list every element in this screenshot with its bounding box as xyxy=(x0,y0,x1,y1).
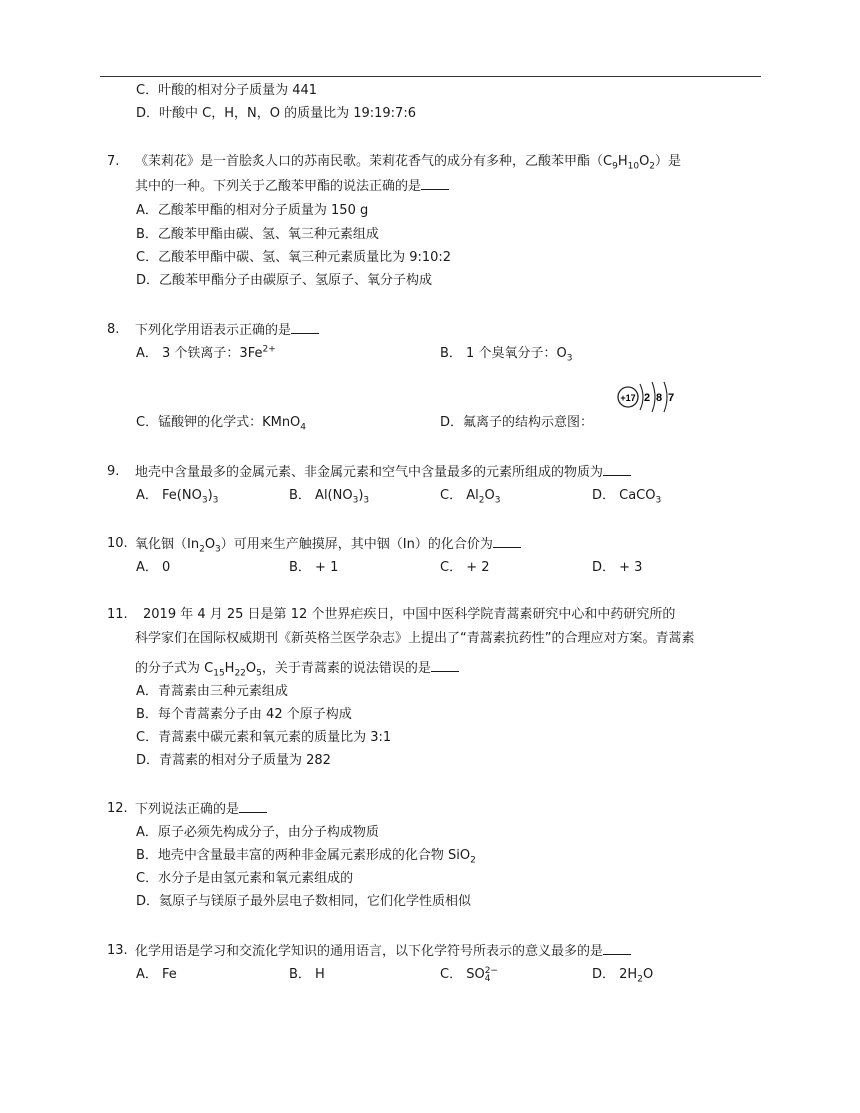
question-7-line1: 《茉莉花》是一首脍炙人口的苏南民歌。茉莉花香气的成分有多种，乙酸苯甲酯$(C_9H_{10}O_2)$是 xyxy=(135,154,682,172)
answer-blank[interactable] xyxy=(431,659,459,672)
q10-option-c[interactable]: C． + 2 xyxy=(440,560,490,575)
answer-blank[interactable] xyxy=(603,942,631,955)
shell-3-count: 7 xyxy=(667,392,675,404)
q9-option-a[interactable]: A． $Fe(NO_3)_3$ xyxy=(136,488,219,506)
q9-option-b[interactable]: B． $Al(NO_3)_3$ xyxy=(289,488,370,506)
answer-blank[interactable] xyxy=(603,463,631,476)
question-12-stem: 下列说法正确的是 xyxy=(135,800,267,819)
q9-option-d[interactable]: D． CaCO$_3$ xyxy=(592,488,662,506)
q11-option-a[interactable]: A．青蒿素由三种元素组成 xyxy=(136,684,288,699)
question-9-stem: 地壳中含量最多的金属元素、非金属元素和空气中含量最多的元素所组成的物质为 xyxy=(135,463,631,482)
q10-option-d[interactable]: D． + 3 xyxy=(592,560,643,575)
q8-option-d[interactable]: D．氟离子的结构示意图： xyxy=(440,415,594,430)
question-13-number: 13. xyxy=(107,943,128,958)
q11-option-b[interactable]: B．每个青蒿素分子由 42 个原子构成 xyxy=(136,707,352,722)
q12-option-d[interactable]: D．氦原子与镁原子最外层电子数相同，它们化学性质相似 xyxy=(136,894,472,909)
question-10-number: 10. xyxy=(107,536,128,551)
q11-option-c[interactable]: C．青蒿素中碳元素和氧元素的质量比为 3:1 xyxy=(136,730,392,745)
question-8-number: 8. xyxy=(107,322,120,337)
shell-1-count: 2 xyxy=(643,392,651,404)
question-11-line3: 的分子式为 $C_{15}H_{22}O_5$，关于青蒿素的说法错误的是 xyxy=(135,659,459,678)
question-8-stem: 下列化学用语表示正确的是 xyxy=(135,321,319,340)
question-7-line2: 其中的一种。下列关于乙酸苯甲酯的说法正确的是 xyxy=(135,177,449,196)
question-12-number: 12. xyxy=(107,801,128,816)
fluoride-ion-structure-diagram xyxy=(616,376,686,418)
header-rule xyxy=(100,76,761,77)
q13-option-d[interactable]: D． $2H_2O$ xyxy=(592,967,654,985)
q13-option-c[interactable]: C． SO 2− 4 xyxy=(440,965,498,984)
prev-option-d: D．叶酸中 C，H，N，O 的质量比为 19:19:7:6 xyxy=(136,106,416,121)
q7-option-c[interactable]: C．乙酸苯甲酯中碳、氢、氧三种元素质量比为 9:10:2 xyxy=(136,250,452,265)
q8-option-c[interactable]: C．锰酸钾的化学式：KMnO$_4$ xyxy=(136,415,307,433)
q13-option-b[interactable]: B． H xyxy=(289,967,325,982)
question-number: 7. xyxy=(107,154,120,169)
question-7 xyxy=(107,153,119,171)
question-11-line1: 2019 年 4 月 25 日是第 12 个世界疟疾日，中国中医科学院青蒿素研究中心和中药研究所的 xyxy=(143,607,676,622)
q12-option-c[interactable]: C．水分子是由氢元素和氧元素组成的 xyxy=(136,871,354,886)
q13-option-a[interactable]: A． Fe xyxy=(136,967,177,982)
q7-option-a[interactable]: A．乙酸苯甲酯的相对分子质量为 150 g xyxy=(136,203,369,218)
q10-option-a[interactable]: A． 0 xyxy=(136,560,171,575)
q12-option-b[interactable]: B．地壳中含量最丰富的两种非金属元素形成的化合物 SiO$_2$ xyxy=(136,848,476,866)
q10-option-b[interactable]: B． + 1 xyxy=(289,560,339,575)
q7-option-d[interactable]: D．乙酸苯甲酯分子由碳原子、氢原子、氧分子构成 xyxy=(136,273,433,288)
q8-option-b[interactable]: B． 1 个臭氧分子：$O_3$ xyxy=(440,346,573,364)
answer-blank[interactable] xyxy=(421,177,449,190)
q12-option-a[interactable]: A．原子必须先构成分子，由分子构成物质 xyxy=(136,825,379,840)
question-9-number: 9. xyxy=(107,464,120,479)
question-10-stem: 氧化铟$(In_2O_3)$可用来生产触摸屏，其中铟（In）的化合价为 xyxy=(135,535,521,554)
question-13-stem: 化学用语是学习和交流化学知识的通用语言，以下化学符号所表示的意义最多的是 xyxy=(135,942,631,961)
answer-blank[interactable] xyxy=(291,321,319,334)
q8-option-a[interactable]: A． 3 个铁离子：$3Fe^{2+}$ xyxy=(136,344,276,361)
prev-option-c: C．叶酸的相对分子质量为 441 xyxy=(136,83,318,98)
question-11-number: 11. xyxy=(107,607,128,622)
q9-option-c[interactable]: C． $Al_2O_3$ xyxy=(440,488,501,506)
shell-2-count: 8 xyxy=(655,392,663,404)
atom-nucleus-label: +17 xyxy=(620,393,636,403)
answer-blank[interactable] xyxy=(239,800,267,813)
question-11-line2: 科学家们在国际权威期刊《新英格兰医学杂志》上提出了“青蒿素抗药性”的合理应对方案。青蒿素 xyxy=(135,631,695,646)
q11-option-d[interactable]: D．青蒿素的相对分子质量为 282 xyxy=(136,753,331,768)
answer-blank[interactable] xyxy=(493,535,521,548)
q7-option-b[interactable]: B．乙酸苯甲酯由碳、氢、氧三种元素组成 xyxy=(136,227,379,242)
